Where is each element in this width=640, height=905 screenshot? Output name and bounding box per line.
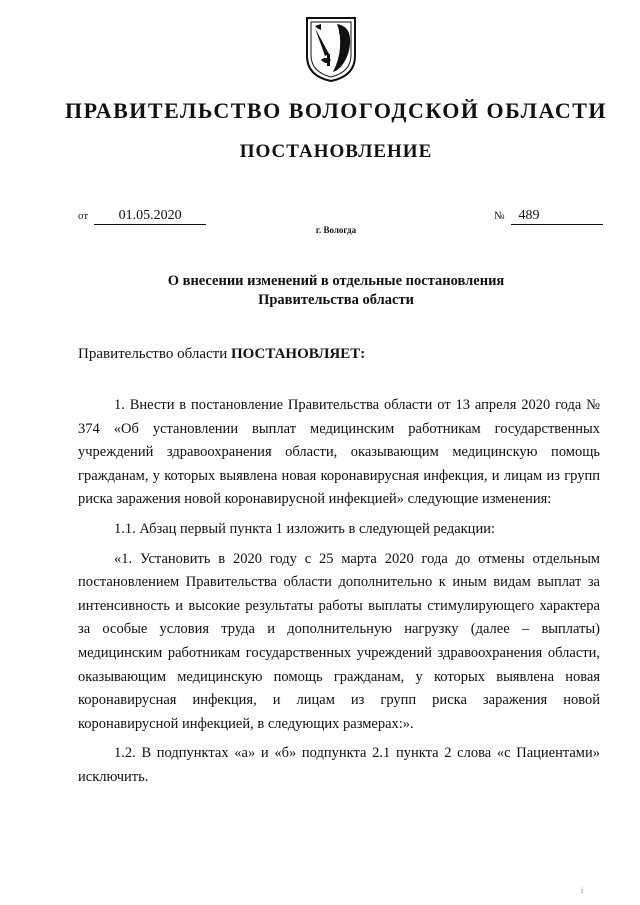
page-corner-mark: i xyxy=(581,886,584,895)
paragraph: 1.2. В подпунктах «а» и «б» подпункта 2.1 пункта 2 слова «с Пациентами» исключить. xyxy=(78,745,600,785)
number-line xyxy=(494,208,603,225)
preamble-decree: ПОСТАНОВЛЯЕТ: xyxy=(230,346,366,362)
city-label: г. Вологда xyxy=(315,225,357,235)
number-prefix: № xyxy=(494,210,505,222)
organization-title: ПРАВИТЕЛЬСТВО ВОЛОГОДСКОЙ ОБЛАСТИ xyxy=(65,98,607,123)
paragraph: 1.1. Абзац первый пункта 1 изложить в следующей редакции: xyxy=(114,520,495,537)
subject-line-2: Правительства области xyxy=(258,292,414,308)
document-type: ПОСТАНОВЛЕНИЕ xyxy=(239,141,433,162)
paragraph: «1. Установить в 2020 году с 25 марта 2020 года до отмены отдельным постановлением Правительства области дополнительно к иным видам выплат за интенсивность и высокие результаты работы выплаты стимулирующего характера за особые условия труда и дополнительную нагрузку (далее – выплаты) медицинским работникам государственных учреждений здравоохранения области, оказывающим медицинскую помощь гражданам, у которых выявлена новая коронавирусная инфекция, и лицам из групп риска заражения новой коронавирусной инфекцией, в следующих размерах:». xyxy=(78,550,600,732)
paragraph: 1. Внести в постановление Правительства области от 13 апреля 2020 года № 374 «Об установлении выплат медицинским работникам государственных учреждений здравоохранения области, оказывающим медицинскую помощь гражданам, у которых выявлена новая коронавирусная инфекция, и лицам из групп риска заражения новой коронавирусной инфекцией» следующие изменения: xyxy=(78,397,600,508)
document-subject xyxy=(0,272,640,310)
preamble xyxy=(78,346,365,363)
subject-line-1: О внесении изменений в отдельные постановления xyxy=(167,273,505,289)
vologda-coat-of-arms-icon xyxy=(303,14,359,84)
document-date: 01.05.2020 xyxy=(94,208,206,225)
document-number: 489 xyxy=(511,208,603,225)
date-line xyxy=(78,208,206,225)
preamble-lead: Правительство области xyxy=(78,346,228,362)
date-prefix: от xyxy=(78,210,89,222)
document-body xyxy=(78,394,600,790)
